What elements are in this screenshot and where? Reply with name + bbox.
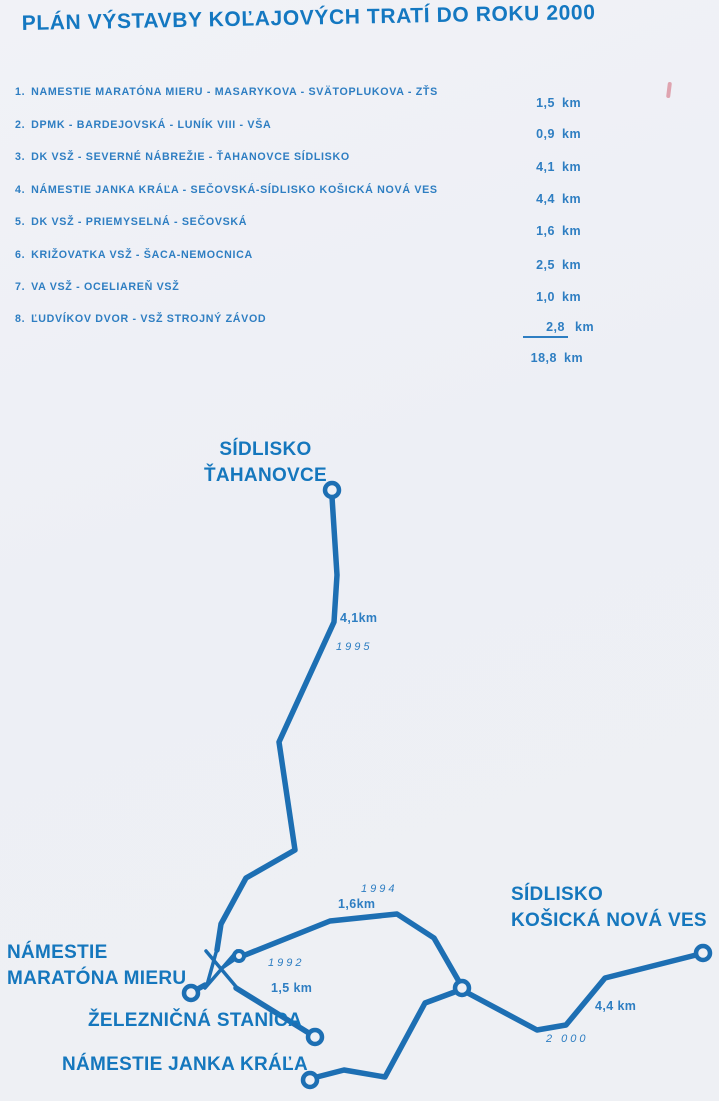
station-marker-kosicka-nova-ves <box>696 946 710 960</box>
route-distance-7: 1,0 km <box>536 290 582 304</box>
route-name: KRIŽOVATKA VSŽ - ŠACA-NEMOCNICA <box>31 249 253 261</box>
route-number: 8. <box>15 313 26 325</box>
station-label-tahanovce: SÍDLISKO ŤAHANOVCE <box>203 439 328 486</box>
route-number: 3. <box>15 151 26 163</box>
route-name: VA VSŽ - OCELIAREŇ VSŽ <box>31 281 180 293</box>
route-distance-3: 4,1 km <box>536 160 582 174</box>
station-marker-kosicka-junction <box>455 981 469 995</box>
route-number: 2. <box>15 119 26 131</box>
route-name: ĽUDVÍKOV DVOR - VSŽ STROJNÝ ZÁVOD <box>31 313 267 325</box>
track-line-tahanovce <box>217 497 337 950</box>
route-distance-6: 2,5 km <box>536 258 582 272</box>
segment-distance-label: 1,5 km <box>271 981 313 995</box>
station-marker-junction <box>234 951 244 961</box>
segment-distance-label: 1,6km <box>338 897 376 911</box>
route-distance-8: 2,8 km <box>523 320 594 338</box>
segment-distance-label: 4,4 km <box>595 999 637 1013</box>
segment-year-label: 1992 <box>268 957 305 969</box>
segment-distance-label: 4,1km <box>340 611 378 625</box>
route-number: 4. <box>15 184 26 196</box>
route-distance-5: 1,6 km <box>536 224 582 238</box>
route-distance-4: 4,4 km <box>536 192 582 206</box>
track-line-kosicka-nova-ves <box>464 954 700 1030</box>
station-marker-zeleznicna <box>308 1030 322 1044</box>
segment-year-label: 1995 <box>336 641 373 653</box>
track-line-secovska <box>240 914 461 985</box>
route-name: DPMK - BARDEJOVSKÁ - LUNÍK VIII - VŠA <box>31 119 272 131</box>
route-number: 1. <box>15 86 26 98</box>
track-line-janka-krala <box>313 990 460 1078</box>
total-distance: 18,8 km <box>530 351 584 365</box>
station-label-zeleznicna: ŽELEZNIČNÁ STANICA <box>88 1010 303 1031</box>
route-name: NÁMESTIE JANKA KRÁĽA - SEČOVSKÁ-SÍDLISKO KOŠICKÁ NOVÁ VES <box>31 184 438 196</box>
segment-year-label: 2 000 <box>546 1033 589 1045</box>
route-distance-2: 0,9 km <box>536 127 582 141</box>
route-name: NAMESTIE MARATÓNA MIERU - MASARYKOVA - SVÄTOPLUKOVA - ZŤS <box>31 86 438 98</box>
route-number: 5. <box>15 216 26 228</box>
route-number: 7. <box>15 281 26 293</box>
station-label-janka-krala: NÁMESTIE JANKA KRÁĽA <box>62 1054 308 1075</box>
station-label-kosicka-nova-ves: SÍDLISKO KOŠICKÁ NOVÁ VES <box>511 884 707 931</box>
route-name: DK VSŽ - SEVERNÉ NÁBREŽIE - ŤAHANOVCE SÍDLISKO <box>31 151 350 163</box>
route-number: 6. <box>15 249 26 261</box>
page-title: PLÁN VÝSTAVBY KOĽAJOVÝCH TRATÍ DO ROKU 2000 <box>21 0 596 36</box>
route-distance-1: 1,5 km <box>536 96 582 110</box>
segment-year-label: 1994 <box>361 883 398 895</box>
route-name: DK VSŽ - PRIEMYSELNÁ - SEČOVSKÁ <box>31 216 248 228</box>
station-label-maratona: NÁMESTIE MARATÓNA MIERU <box>7 942 187 989</box>
